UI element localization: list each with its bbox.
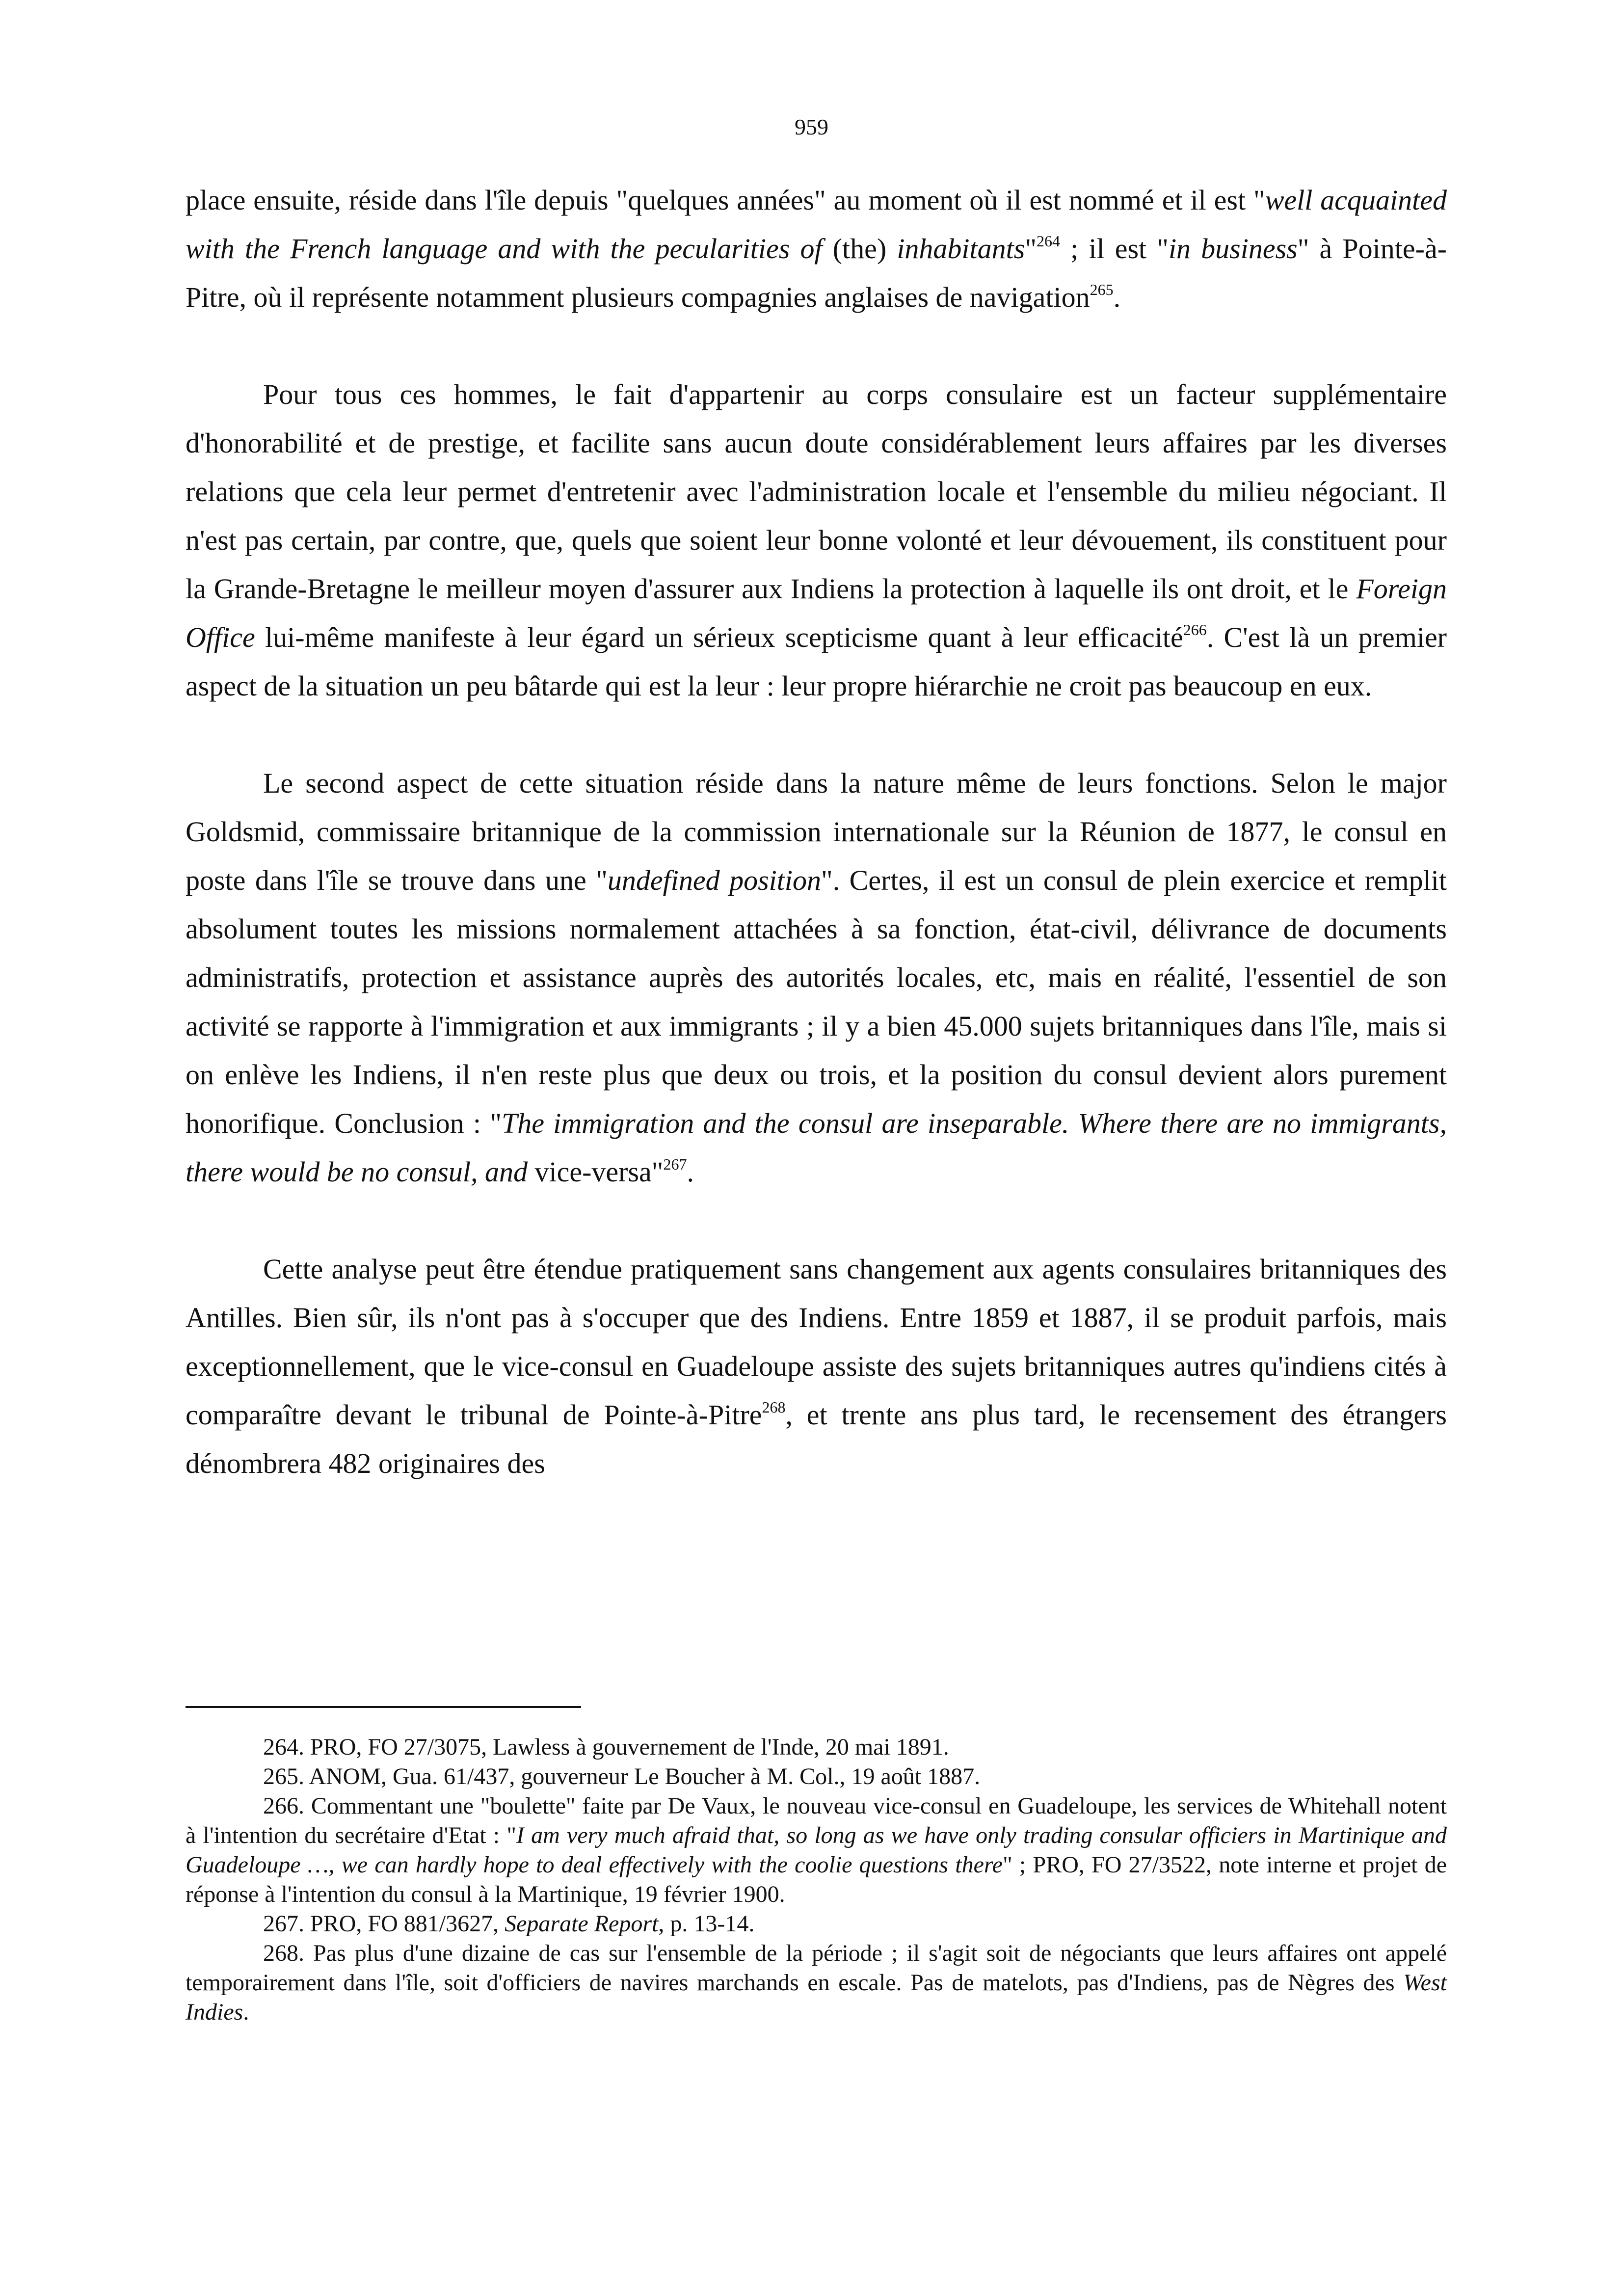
footnote-ref: 264 xyxy=(1037,232,1061,250)
paragraph xyxy=(186,759,1447,1196)
text-run: . xyxy=(243,1999,249,2025)
text-run: , et trente ans plus tard, le recensement des étrangers dénombrera 482 originaires des xyxy=(186,1399,1447,1479)
footnote xyxy=(186,1733,1447,1762)
paragraph-gap xyxy=(186,321,1447,370)
text-run: Le second aspect de cette situation réside dans la nature même de leurs fonctions. Selon le major Goldsmid, commissaire britannique de la commission internationale sur la Réunion de 1877, le consul en poste dans l'île se trouve dans une " xyxy=(186,767,1447,896)
footnote xyxy=(186,1909,1447,1939)
text-run: ". Certes, il est un consul de plein exercice et remplit absolument toutes les missions normalement attachées à sa fonction, état-civil, délivrance de documents administratifs, protection et assistance auprès des autorités locales, etc, mais en réalité, l'essentiel de son activité se rapporte à l'immigration et aux immigrants ; il y a bien 45.000 sujets britanniques dans l'île, mais si on enlève les Indiens, il n'en reste plus que deux ou trois, et la position du consul devient alors purement honorifique. Conclusion : " xyxy=(186,864,1447,1139)
page-number: 959 xyxy=(795,114,828,139)
text-run: ; il est " xyxy=(1060,233,1169,265)
text-run: , p. 13-14. xyxy=(658,1911,755,1937)
footnote xyxy=(186,1791,1447,1909)
italic-text: in business xyxy=(1168,233,1298,265)
footnote-ref: 265 xyxy=(1090,281,1114,298)
text-run: Pour tous ces hommes, le fait d'appartenir au corps consulaire est un facteur supplémentaire d'honorabilité et de prestige, et facilite sans aucun doute considérablement leurs affaires par les diverses relations que cela leur permet d'entretenir avec l'administration locale et l'ensemble du milieu négociant. Il n'est pas certain, par contre, que, quels que soient leur bonne volonté et leur dévouement, ils constituent pour la Grande-Bretagne le meilleur moyen d'assurer aux Indiens la protection à laquelle ils ont droit, et le xyxy=(186,378,1447,605)
paragraph xyxy=(186,176,1447,321)
text-run: " ; PRO, FO 27/3522, note interne et projet de réponse à l'intention du consul à la Martinique, 19 février 1900. xyxy=(186,1852,1447,1907)
footnote-ref: 268 xyxy=(762,1398,786,1416)
text-run: " à Pointe-à-Pitre, où il représente notamment plusieurs compagnies anglaises de navigation xyxy=(186,233,1447,313)
text-run: vice-versa" xyxy=(528,1156,664,1188)
italic-text: I am very much afraid that, so long as we have only trading consular officiers in Martinique and Guadeloupe …, we can hardly hope to deal effectively with the coolie questions there xyxy=(186,1822,1447,1878)
text-run: " xyxy=(1025,233,1037,265)
footnote xyxy=(186,1939,1447,2027)
italic-text: The immigration and the consul are inseparable. Where there are no immigrants, there would be no consul, and xyxy=(186,1107,1447,1188)
italic-text: well acquainted with the French language and with the pecularities of xyxy=(186,184,1447,265)
text-run: place ensuite, réside dans l'île depuis "quelques années" au moment où il est nommé et il est " xyxy=(186,184,1265,216)
text-run: . C'est là un premier aspect de la situation un peu bâtarde qui est la leur : leur propre hiérarchie ne croit pas beaucoup en eux. xyxy=(186,621,1447,702)
footnote-ref: 267 xyxy=(663,1155,687,1173)
paragraph-gap xyxy=(186,1196,1447,1245)
text-run: 265. ANOM, Gua. 61/437, gouverneur Le Boucher à M. Col., 19 août 1887. xyxy=(263,1763,981,1789)
footnote xyxy=(186,1762,1447,1791)
text-run: 264. PRO, FO 27/3075, Lawless à gouvernement de l'Inde, 20 mai 1891. xyxy=(263,1734,949,1760)
paragraph-gap xyxy=(186,710,1447,759)
text-run: 268. Pas plus d'une dizaine de cas sur l'ensemble de la période ; il s'agit soit de négociants que leurs affaires ont appelé temporairement dans l'île, soit d'officiers de navires marchands en escale. Pas de matelots, pas d'Indiens, pas de Nègres des xyxy=(186,1940,1447,1996)
text-run: 266. Commentant une "boulette" faite par De Vaux, le nouveau vice-consul en Guadeloupe, les services de Whitehall notent à l'intention du secrétaire d'Etat : " xyxy=(186,1793,1447,1848)
text-run: Cette analyse peut être étendue pratiquement sans changement aux agents consulaires britanniques des Antilles. Bien sûr, ils n'ont pas à s'occuper que des Indiens. Entre 1859 et 1887, il se produit parfois, mais exceptionnellement, que le vice-consul en Guadeloupe assiste des sujets britanniques autres qu'indiens cités à comparaître devant le tribunal de Pointe-à-Pitre xyxy=(186,1253,1447,1431)
footnotes xyxy=(186,1733,1447,2027)
text-run: lui-même manifeste à leur égard un sérieux scepticisme quant à leur efficacité xyxy=(255,621,1183,653)
italic-text: undefined position xyxy=(607,864,822,896)
italic-text: Separate Report xyxy=(505,1911,659,1937)
text-run: . xyxy=(687,1156,694,1188)
body-text xyxy=(186,176,1447,1488)
text-run: . xyxy=(1113,281,1121,313)
italic-text: West Indies xyxy=(186,1970,1447,2025)
footnote-separator xyxy=(186,1706,581,1708)
italic-text: inhabitants xyxy=(897,233,1025,265)
paragraph xyxy=(186,370,1447,710)
footnote-ref: 266 xyxy=(1183,621,1207,639)
paragraph xyxy=(186,1245,1447,1488)
text-run: (the) xyxy=(822,233,897,265)
text-run: 267. PRO, FO 881/3627, xyxy=(263,1911,505,1937)
italic-text: Foreign Office xyxy=(186,573,1447,653)
